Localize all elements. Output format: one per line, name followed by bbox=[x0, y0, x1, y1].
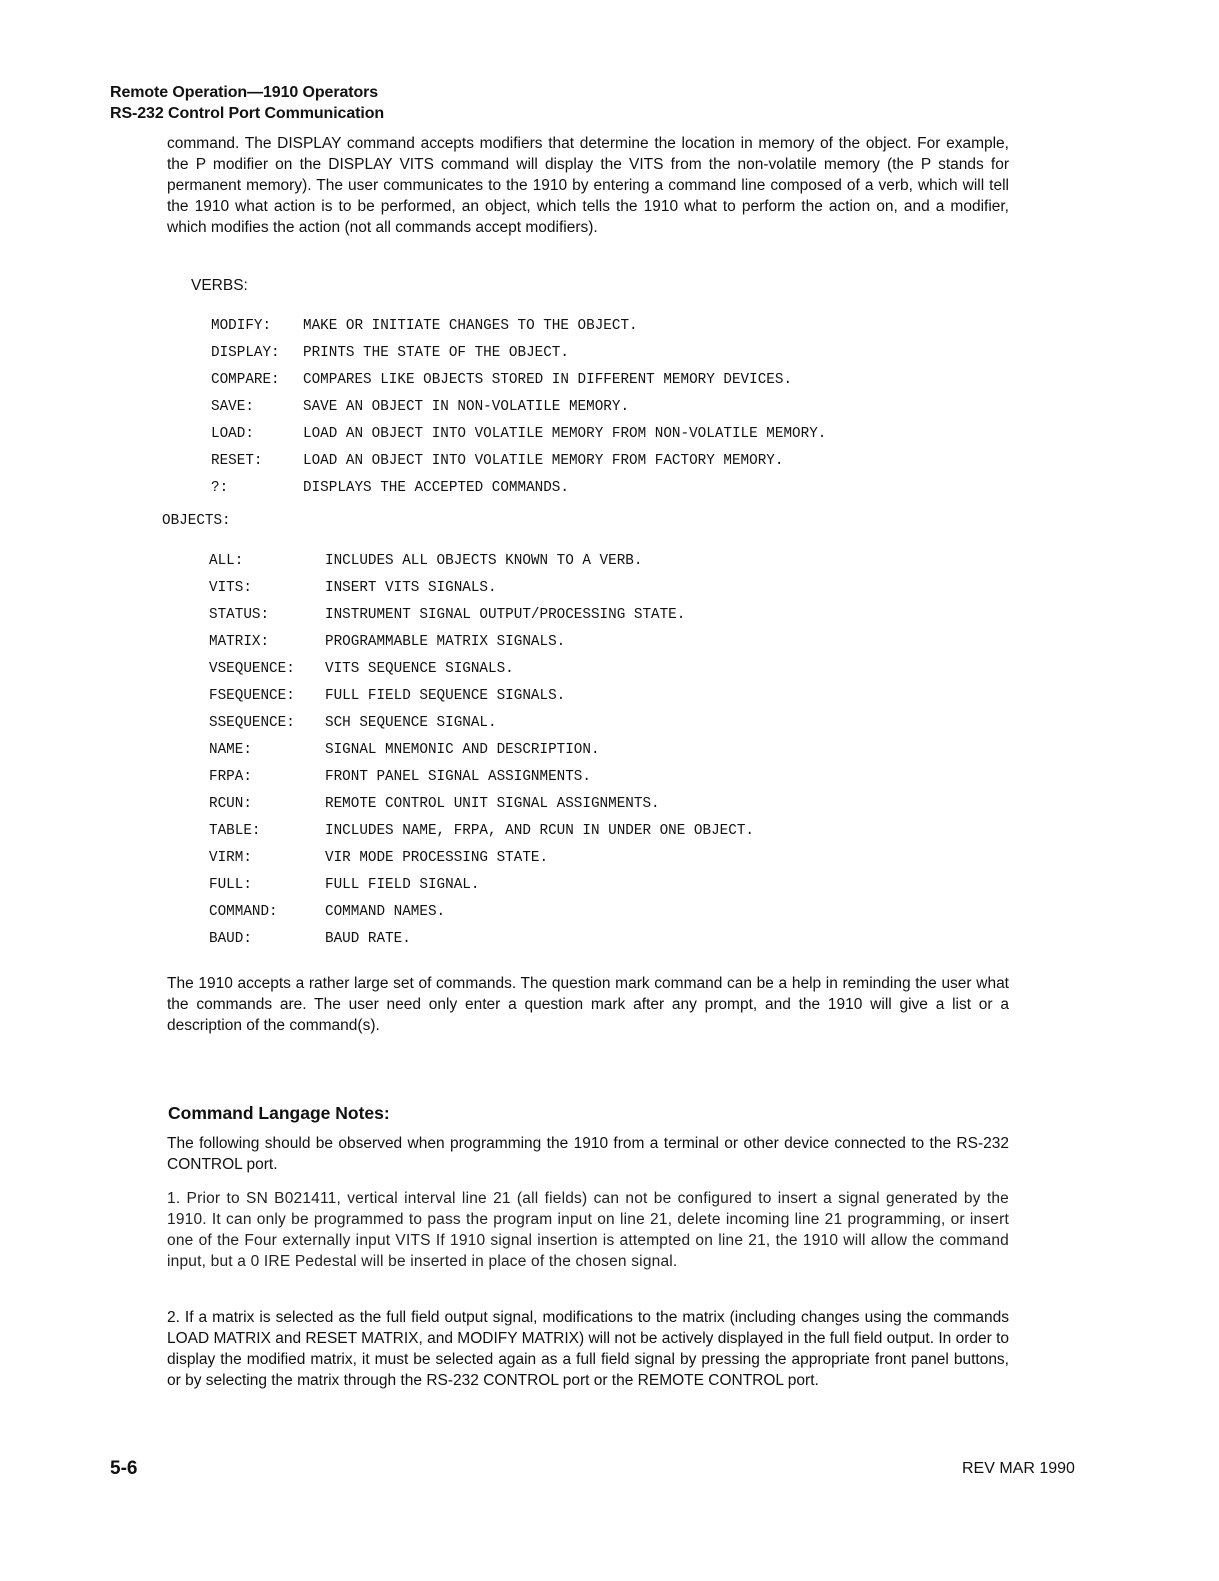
verb-row bbox=[211, 421, 826, 448]
object-key: STATUS: bbox=[209, 607, 270, 623]
verb-desc: PRINTS THE STATE OF THE OBJECT. bbox=[303, 345, 569, 361]
object-desc: SIGNAL MNEMONIC AND DESCRIPTION. bbox=[325, 742, 600, 758]
object-row bbox=[209, 683, 754, 710]
verb-key: ?: bbox=[211, 480, 229, 496]
verb-key: RESET: bbox=[211, 453, 263, 469]
note-item-1: 1. Prior to SN B021411, vertical interval line 21 (all fields) can not be configured to insert a signal generated by the 1910. It can only be programmed to pass the program input on line 21, delete incoming line 21 programming, or insert one of the Four externally input VITS If 1910 signal insertion is attempted on line 21, the 1910 will allow the command input, but a 0 IRE Pedestal will be inserted in place of the chosen signal. bbox=[167, 1190, 1009, 1270]
object-desc: SCH SEQUENCE SIGNAL. bbox=[325, 715, 497, 731]
intro-paragraph: command. The DISPLAY command accepts modifiers that determine the location in memory of the object. For example, the P modifier on the DISPLAY VITS command will display the VITS from the non-volatile memory (the P stands for permanent memory). The user communicates to the 1910 by entering a command line composed of a verb, which will tell the 1910 what action is to be performed, an object, which tells the 1910 what to perform the action on, and a modifier, which modifies the action (not all commands accept modifiers). bbox=[167, 135, 1009, 236]
verb-desc: DISPLAYS THE ACCEPTED COMMANDS. bbox=[303, 480, 569, 496]
object-row bbox=[209, 575, 754, 602]
note-item-2: 2. If a matrix is selected as the full field output signal, modifications to the matrix (including changes using the commands LOAD MATRIX and RESET MATRIX, and MODIFY MATRIX) will not be actively displayed in the full field output. In order to display the modified matrix, it must be selected again as a full field signal by pressing the appropriate front panel buttons, or by selecting the matrix through the RS-232 CONTROL port or the REMOTE CONTROL port. bbox=[167, 1309, 1009, 1389]
object-key: VSEQUENCE: bbox=[209, 661, 295, 677]
verb-key: DISPLAY: bbox=[211, 345, 280, 361]
object-row bbox=[209, 899, 754, 926]
object-key: BAUD: bbox=[209, 931, 252, 947]
object-row bbox=[209, 845, 754, 872]
header-title: Remote Operation—1910 Operators bbox=[110, 84, 379, 101]
object-desc: BAUD RATE. bbox=[325, 931, 411, 947]
object-desc: INSERT VITS SIGNALS. bbox=[325, 580, 497, 596]
verb-row bbox=[211, 313, 826, 340]
object-desc: FULL FIELD SIGNAL. bbox=[325, 877, 480, 893]
verb-row bbox=[211, 475, 826, 502]
object-row bbox=[209, 764, 754, 791]
object-desc: INCLUDES ALL OBJECTS KNOWN TO A VERB. bbox=[325, 553, 643, 569]
object-key: NAME: bbox=[209, 742, 252, 758]
object-row bbox=[209, 737, 754, 764]
verb-desc: COMPARES LIKE OBJECTS STORED IN DIFFERENT MEMORY DEVICES. bbox=[303, 372, 793, 388]
object-row bbox=[209, 548, 754, 575]
object-desc: INCLUDES NAME, FRPA, AND RCUN IN UNDER ONE OBJECT. bbox=[325, 823, 754, 839]
object-key: ALL: bbox=[209, 553, 244, 569]
object-desc: PROGRAMMABLE MATRIX SIGNALS. bbox=[325, 634, 566, 650]
verb-key: SAVE: bbox=[211, 399, 254, 415]
object-key: FRPA: bbox=[209, 769, 252, 785]
object-key: FULL: bbox=[209, 877, 252, 893]
revision-date: REV MAR 1990 bbox=[962, 1460, 1075, 1477]
object-desc: INSTRUMENT SIGNAL OUTPUT/PROCESSING STATE. bbox=[325, 607, 686, 623]
verb-row bbox=[211, 340, 826, 367]
object-desc: FULL FIELD SEQUENCE SIGNALS. bbox=[325, 688, 566, 704]
object-desc: REMOTE CONTROL UNIT SIGNAL ASSIGNMENTS. bbox=[325, 796, 660, 812]
verb-key: LOAD: bbox=[211, 426, 254, 442]
verbs-label: VERBS: bbox=[191, 277, 248, 294]
verbs-list bbox=[211, 313, 826, 502]
verb-row bbox=[211, 394, 826, 421]
object-row bbox=[209, 629, 754, 656]
object-row bbox=[209, 602, 754, 629]
objects-list bbox=[209, 548, 754, 953]
object-key: MATRIX: bbox=[209, 634, 270, 650]
object-row bbox=[209, 872, 754, 899]
object-row bbox=[209, 710, 754, 737]
verb-row bbox=[211, 367, 826, 394]
objects-label: OBJECTS: bbox=[162, 513, 231, 529]
verb-desc: SAVE AN OBJECT IN NON-VOLATILE MEMORY. bbox=[303, 399, 630, 415]
object-key: TABLE: bbox=[209, 823, 261, 839]
object-key: VIRM: bbox=[209, 850, 252, 866]
object-desc: COMMAND NAMES. bbox=[325, 904, 446, 920]
object-row bbox=[209, 818, 754, 845]
verb-key: MODIFY: bbox=[211, 318, 272, 334]
object-row bbox=[209, 926, 754, 953]
closing-paragraph: The 1910 accepts a rather large set of commands. The question mark command can be a help in reminding the user what the commands are. The user need only enter a question mark after any prompt, and the 1910 will give a list or a description of the command(s). bbox=[167, 975, 1009, 1034]
object-desc: FRONT PANEL SIGNAL ASSIGNMENTS. bbox=[325, 769, 591, 785]
object-desc: VIR MODE PROCESSING STATE. bbox=[325, 850, 549, 866]
verb-row bbox=[211, 448, 826, 475]
object-key: COMMAND: bbox=[209, 904, 278, 920]
verb-key: COMPARE: bbox=[211, 372, 280, 388]
object-desc: VITS SEQUENCE SIGNALS. bbox=[325, 661, 514, 677]
verb-desc: MAKE OR INITIATE CHANGES TO THE OBJECT. bbox=[303, 318, 638, 334]
object-key: VITS: bbox=[209, 580, 252, 596]
object-key: RCUN: bbox=[209, 796, 252, 812]
object-key: SSEQUENCE: bbox=[209, 715, 295, 731]
notes-heading: Command Langage Notes: bbox=[168, 1103, 390, 1123]
object-key: FSEQUENCE: bbox=[209, 688, 295, 704]
verb-desc: LOAD AN OBJECT INTO VOLATILE MEMORY FROM NON-VOLATILE MEMORY. bbox=[303, 426, 827, 442]
header-subtitle: RS-232 Control Port Communication bbox=[110, 105, 385, 122]
object-row bbox=[209, 656, 754, 683]
verb-desc: LOAD AN OBJECT INTO VOLATILE MEMORY FROM FACTORY MEMORY. bbox=[303, 453, 784, 469]
object-row bbox=[209, 791, 754, 818]
notes-intro: The following should be observed when programming the 1910 from a terminal or other device connected to the RS-232 CONTROL port. bbox=[167, 1135, 1009, 1173]
page-number: 5-6 bbox=[110, 1458, 138, 1479]
